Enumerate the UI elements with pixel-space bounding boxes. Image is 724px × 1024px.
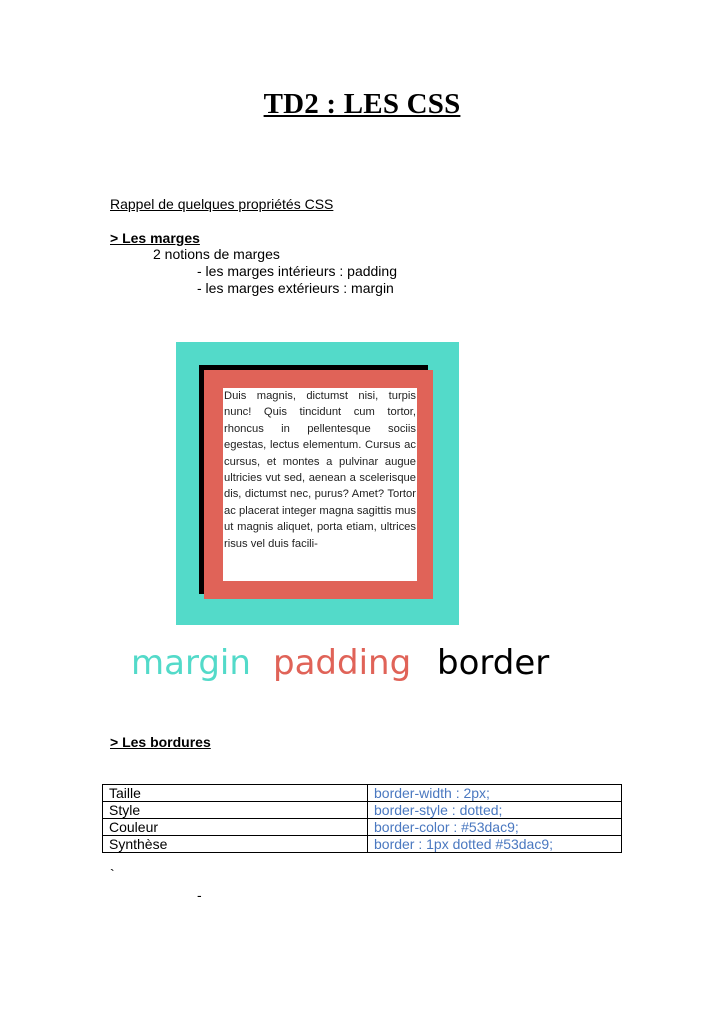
value-cell: border : 1px dotted #53dac9; (368, 836, 622, 853)
diagram-border-box (199, 365, 428, 594)
margins-item-margin: - les marges extérieurs : margin (197, 280, 394, 296)
page-title: TD2 : LES CSS (263, 88, 461, 120)
property-cell: Taille (103, 785, 368, 802)
value-cell: border-color : #53dac9; (368, 819, 622, 836)
diagram-content-text: Duis magnis, dictumst nisi, turpis nunc! Quis tincidunt cum tortor, rhoncus in pellentesque sociis egestas, lectus elementum. Cursus ac cursus, et montes a pulvinar augue ultricies vut sed, aenean a scelerisque dis, dictumst nec, purus? Amet? Tortor ac placerat integer magna sagittis mus ut magnis aliquet, porta etiam, ultrices risus vel duis facili- (223, 388, 417, 581)
property-cell: Style (103, 802, 368, 819)
table-row (103, 802, 622, 819)
label-padding: padding (273, 643, 412, 683)
margins-item-padding: - les marges intérieurs : padding (197, 263, 397, 279)
value-cell: border-style : dotted; (368, 802, 622, 819)
section-heading-borders: > Les bordures (110, 734, 211, 750)
box-model-diagram (176, 342, 459, 625)
table-row (103, 785, 622, 802)
table-row (103, 819, 622, 836)
stray-dash: - (197, 887, 202, 903)
label-border: border (437, 643, 550, 683)
section-heading-margins: > Les marges (110, 230, 200, 246)
value-cell: border-width : 2px; (368, 785, 622, 802)
label-margin: margin (131, 643, 251, 683)
margins-subtitle: 2 notions de marges (153, 246, 280, 262)
border-properties-table (102, 784, 622, 853)
property-cell: Synthèse (103, 836, 368, 853)
table-row (103, 836, 622, 853)
property-cell: Couleur (103, 819, 368, 836)
stray-backtick: ` (110, 866, 115, 882)
intro-text: Rappel de quelques propriétés CSS (110, 196, 334, 212)
diagram-padding-box (204, 370, 433, 599)
